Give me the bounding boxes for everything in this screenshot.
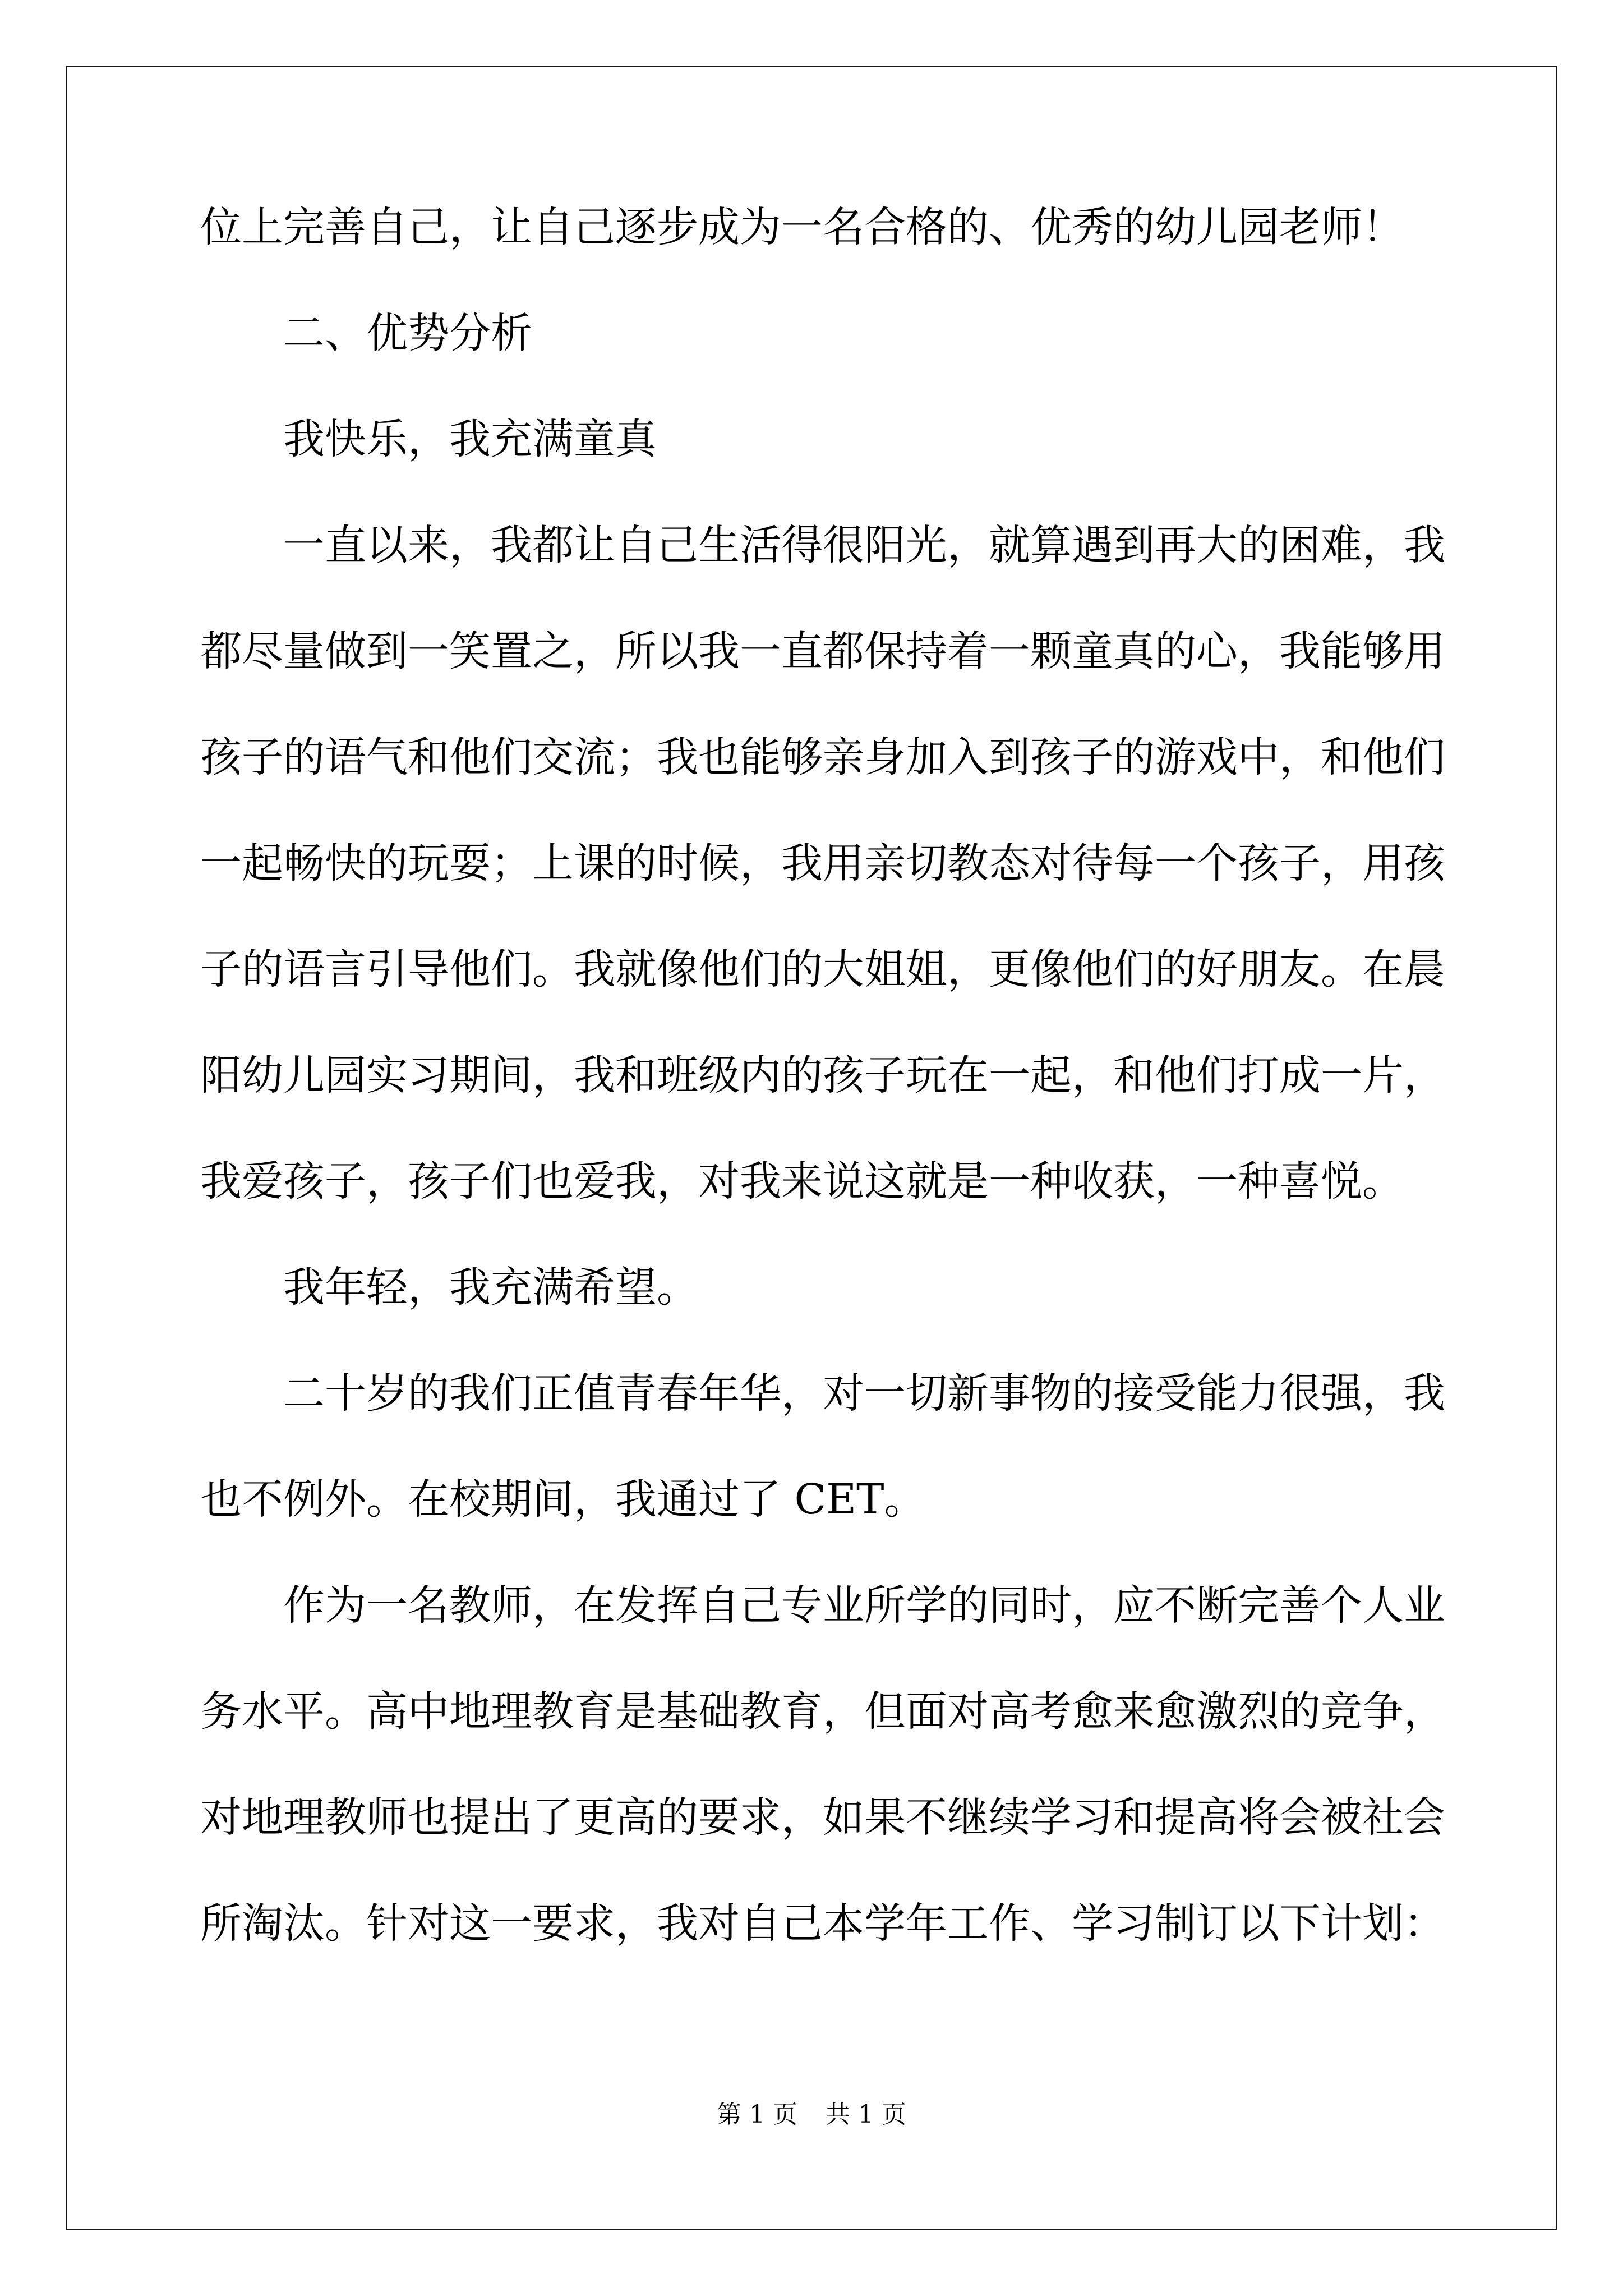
paragraph-line: 子的语言引导他们。我就像他们的大姐姐，更像他们的好朋友。在晨: [200, 945, 1445, 993]
paragraph-line: 我年轻，我充满希望。: [283, 1263, 698, 1312]
paragraph-line: 作为一名教师，在发挥自己专业所学的同时，应不断完善个人业: [283, 1581, 1445, 1630]
paragraph-line: 都尽量做到一笑置之，所以我一直都保持着一颗童真的心，我能够用: [200, 627, 1445, 675]
paragraph-line: 一起畅快的玩耍；上课的时候，我用亲切教态对待每一个孩子，用孩: [200, 839, 1445, 887]
paragraph-line: 也不例外。在校期间，我通过了 CET。: [200, 1475, 926, 1524]
paragraph-line: 务水平。高中地理教育是基础教育，但面对高考愈来愈激烈的竞争，: [200, 1687, 1445, 1736]
paragraph-line: 所淘汰。针对这一要求，我对自己本学年工作、学习制订以下计划：: [200, 1899, 1445, 1948]
paragraph-line: 阳幼儿园实习期间，我和班级内的孩子玩在一起，和他们打成一片，: [200, 1051, 1445, 1099]
paragraph-line: 二、优势分析: [283, 309, 532, 357]
paragraph-line: 我快乐，我充满童真: [283, 415, 657, 463]
page-number: 第 1 页: [717, 2100, 797, 2129]
paragraph-line: 孩子的语气和他们交流；我也能够亲身加入到孩子的游戏中，和他们: [200, 733, 1445, 781]
paragraph-line: 对地理教师也提出了更高的要求，如果不继续学习和提高将会被社会: [200, 1793, 1445, 1842]
document-body: [200, 199, 1445, 2001]
paragraph-line: 我爱孩子，孩子们也爱我，对我来说这就是一种收获，一种喜悦。: [200, 1157, 1404, 1205]
paragraph-line: 一直以来，我都让自己生活得很阳光，就算遇到再大的困难，我: [283, 521, 1445, 569]
page-footer: [0, 2094, 1623, 2130]
page-total: 共 1 页: [826, 2100, 906, 2129]
paragraph-line: 二十岁的我们正值青春年华，对一切新事物的接受能力很强，我: [283, 1369, 1445, 1418]
paragraph-line: 位上完善自己，让自己逐步成为一名合格的、优秀的幼儿园老师！: [200, 203, 1404, 251]
